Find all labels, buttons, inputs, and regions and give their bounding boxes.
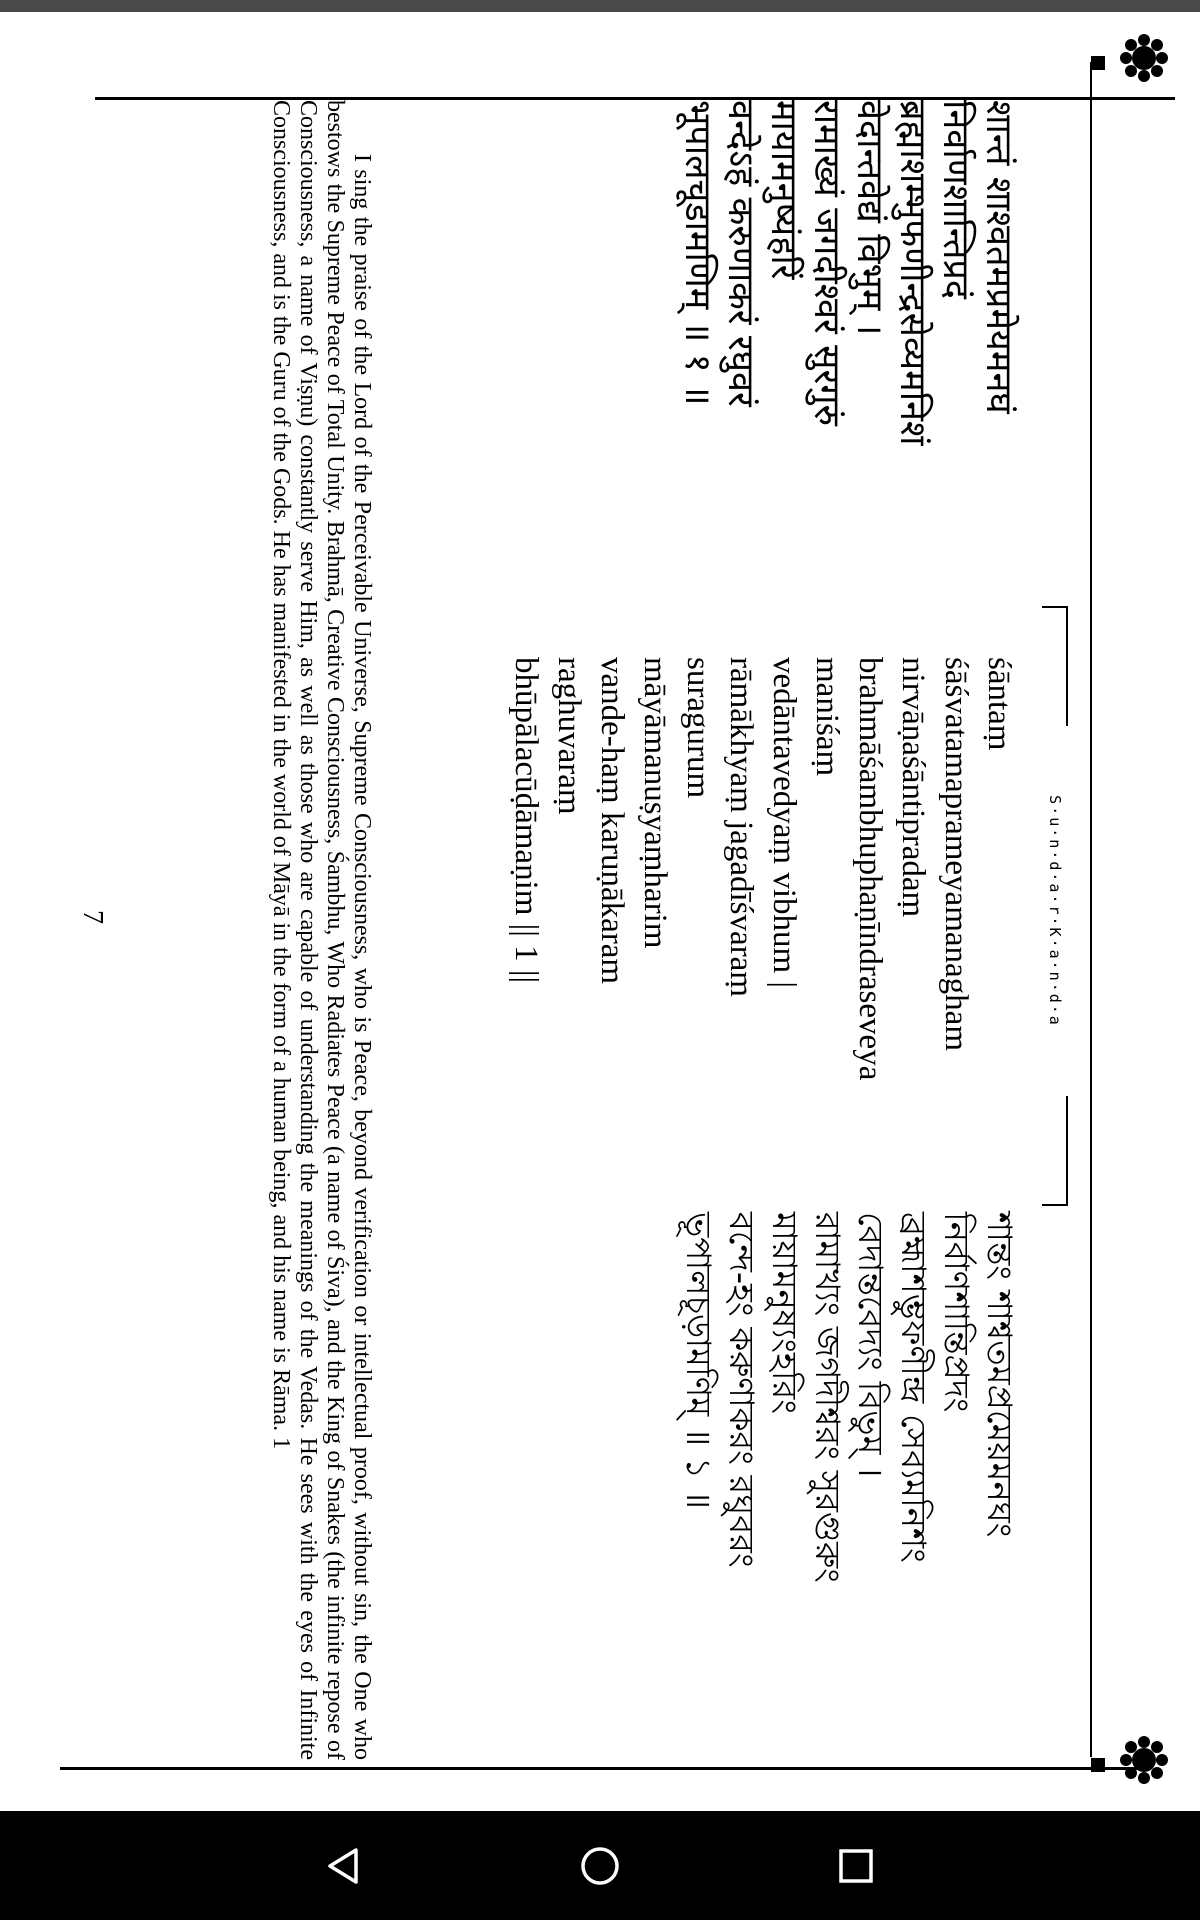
bengali-line: রামাখ্যং জগদীশ্বরং সুরগুরুং bbox=[807, 1212, 847, 1583]
transliteration-line: māyāmanuṣyaṃharim bbox=[637, 657, 673, 949]
bengali-line: ভূপালচূড়ামণিম্ ॥ ১ ॥ bbox=[678, 1212, 718, 1510]
transliteration-line: raghuvaraṃ bbox=[551, 657, 587, 815]
bengali-line: বন্দে-হং করুণাকরং রঘুবরং bbox=[721, 1212, 761, 1568]
bengali-line: শান্তং শাশ্বতমপ্রমেয়মনঘং bbox=[979, 1212, 1019, 1538]
home-icon bbox=[578, 1844, 622, 1888]
devanagari-line: वेदान्तवेद्यं विभुम् । bbox=[849, 100, 890, 336]
transliteration-line: nirvāṇaśāntipradaṃ bbox=[895, 657, 931, 918]
back-icon bbox=[322, 1844, 366, 1888]
home-button[interactable] bbox=[500, 1811, 700, 1920]
transliteration-line: suragurum bbox=[680, 657, 716, 799]
book-page[interactable] bbox=[0, 12, 1200, 1811]
flower-ornament-icon bbox=[1118, 32, 1170, 84]
back-button[interactable] bbox=[244, 1811, 444, 1920]
verse-bengali bbox=[676, 1212, 1020, 1672]
english-translation: I sing the praise of the Lord of the Perceivable Universe, Supreme Consciousness, who is Peace, beyond verification or intellectual proof, without sin, the One who bestows the Supreme Peace of Total Unity. Brahmā, Creative Consciousness, Śambhu, Who Radiates Peace (a name of Śiva), and the King of Snakes (the infinite repose of Consciousness, a name of Viṣṇu) constantly serve Him, as well as those who are capable of understanding the meanings of the Vedas. He sees with the eyes of Infinite Consciousness, and is the Guru of the Gods. He has manifested in the world of Māyā in the form of a human being, and his name is Rāma. 1 bbox=[268, 100, 375, 1760]
recent-apps-icon bbox=[834, 1844, 878, 1888]
chapter-title: S·u·n·d·a·r·K·a·n·d·a bbox=[1042, 726, 1068, 1096]
transliteration-line: brahmāśambhuphaṇīndraseveya bbox=[852, 657, 888, 1081]
transliteration-line: vedāntavedyaṃ vibhum | bbox=[766, 657, 802, 989]
flower-ornament-icon bbox=[1118, 1734, 1170, 1786]
devanagari-line: रामाख्यं जगदीश्वरं सुरगुरुं bbox=[806, 100, 847, 427]
header-rule-tick-right bbox=[1042, 1204, 1068, 1206]
page-number: 7 bbox=[77, 910, 108, 924]
frame-rule-top bbox=[1090, 62, 1092, 1757]
frame-rule-right bbox=[60, 1767, 1150, 1770]
verse-devanagari bbox=[676, 100, 1020, 560]
recent-apps-button[interactable] bbox=[756, 1811, 956, 1920]
devanagari-line: शान्तं शाश्वतमप्रमेयमनघं bbox=[978, 100, 1019, 414]
rotated-page-content bbox=[0, 12, 1200, 1811]
bengali-line: ব্রহ্মাশম্ভুফণীন্দ্র সেব্যমনিশং bbox=[893, 1212, 933, 1563]
devanagari-line: भूपालचूडामणिम् ॥ १ ॥ bbox=[677, 100, 718, 406]
bengali-line: মায়ামনুষ্যংহরিং bbox=[764, 1212, 804, 1414]
bengali-line: নির্বাণশান্তিপ্রদং bbox=[936, 1212, 976, 1413]
transliteration-line: rāmākhyaṃ jagadīśvaraṃ bbox=[723, 657, 759, 997]
verse-transliteration bbox=[504, 657, 1020, 1117]
transliteration-line: bhūpālacūḍāmaṇim || 1 || bbox=[508, 657, 544, 984]
frame-corner-square-left bbox=[1091, 56, 1105, 70]
android-navigation-bar bbox=[0, 1811, 1200, 1920]
transliteration-line: maniśaṃ bbox=[809, 657, 845, 777]
transliteration-line: vande-haṃ karuṇākaram bbox=[594, 657, 630, 985]
transliteration-line: śāśvatamaprameyamanagham bbox=[938, 657, 974, 1051]
bengali-line: বেদান্তবেদ্যং বিভুম্ । bbox=[850, 1212, 890, 1478]
header-rule-tick-left bbox=[1042, 606, 1068, 608]
transliteration-line: śāntaṃ bbox=[981, 657, 1017, 751]
devanagari-line: ब्रह्माशम्भुफणीन्द्रसेव्यमनिशं bbox=[892, 100, 933, 446]
devanagari-line: मायामनुष्यंहरिं bbox=[763, 100, 804, 280]
devanagari-line: निर्वाणशान्तिप्रदं bbox=[935, 100, 976, 300]
devanagari-line: वन्देऽहं करुणाकरं रघुवरं bbox=[720, 100, 761, 407]
status-bar-strip bbox=[0, 0, 1200, 12]
frame-corner-square-right bbox=[1091, 1758, 1105, 1772]
